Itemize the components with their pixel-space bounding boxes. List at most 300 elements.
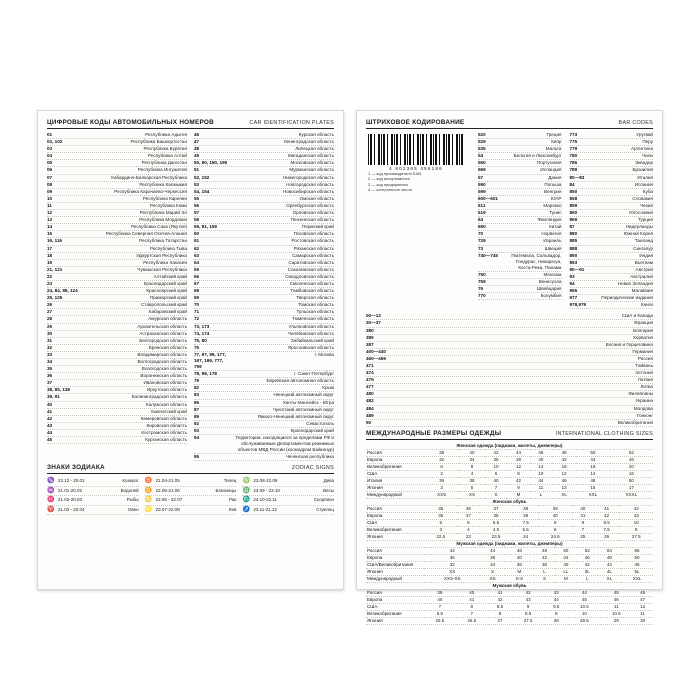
- code-row: [47, 260, 187, 267]
- code-value: Великобритания: [617, 419, 653, 425]
- barcode-legend: [368, 171, 470, 193]
- code-row: [478, 160, 562, 167]
- row-label: Европа: [366, 456, 424, 463]
- size-cell: 24.5: [538, 533, 571, 540]
- code-key: 474: [366, 370, 374, 376]
- code-row: [570, 260, 654, 267]
- size-cell: 36: [505, 561, 534, 568]
- size-cell: 52: [610, 449, 653, 456]
- code-row: [47, 196, 187, 203]
- code-value: США и Канада: [621, 313, 653, 319]
- size-cell: 46: [505, 547, 534, 554]
- row-label: Европа: [366, 512, 424, 519]
- code-row: [478, 293, 562, 300]
- code-key: 17: [47, 245, 53, 251]
- code-value: Марокко: [543, 202, 562, 208]
- code-row: [366, 413, 653, 420]
- code-key: 37: [47, 380, 53, 386]
- car-codes-header: [47, 119, 334, 129]
- clothing-size-table: [366, 583, 653, 625]
- code-value: Мальта: [545, 146, 562, 152]
- zodiac-name: Козерог: [122, 478, 139, 484]
- size-cell: 10: [619, 519, 653, 526]
- code-row: [194, 153, 334, 160]
- table-row: [366, 519, 653, 526]
- size-cell: 23.5: [479, 533, 512, 540]
- row-label: Великобритания: [366, 610, 424, 617]
- size-cell: 9: [507, 484, 529, 491]
- size-cell: XXS: [424, 491, 459, 498]
- code-key: 611: [478, 202, 486, 208]
- code-key: 569: [478, 167, 486, 173]
- code-row: [570, 231, 654, 238]
- code-key: 48: [194, 146, 200, 152]
- code-key: 78, 98, 178: [194, 371, 217, 377]
- code-row: [194, 324, 334, 331]
- code-key: 13: [47, 217, 53, 223]
- code-key: 786: [569, 160, 578, 166]
- zodiac-dates: 21.03 - 20.04: [58, 506, 85, 512]
- code-key: 43: [47, 422, 53, 428]
- size-cell: 34: [459, 456, 485, 463]
- code-row: [478, 286, 562, 293]
- code-row: [194, 407, 334, 414]
- size-cell: 38: [513, 505, 539, 512]
- code-row: [366, 391, 653, 398]
- code-value: Крым: [322, 385, 334, 391]
- size-cell: 41: [488, 589, 512, 596]
- size-cell: 10.5: [600, 610, 632, 617]
- code-row: [194, 224, 334, 231]
- code-key: 73, 173: [194, 323, 210, 329]
- code-row: [47, 324, 187, 331]
- code-key: 00—13: [366, 313, 381, 319]
- size-cell: 4: [457, 526, 479, 533]
- code-value: Республика Карачаево-Черкессия: [114, 188, 187, 194]
- size-cell: 9: [572, 519, 594, 526]
- zodiac-column-3: [242, 477, 334, 515]
- size-cell: M: [555, 575, 576, 582]
- size-cell: 10.5: [568, 603, 600, 610]
- code-key: 21, 121: [47, 266, 63, 272]
- barcodes-title-en: BAR CODES: [618, 120, 653, 126]
- size-cell: L: [534, 568, 555, 575]
- size-cell: 46: [621, 561, 653, 568]
- size-cell: XXL: [576, 491, 610, 498]
- code-key: 779: [569, 146, 578, 152]
- row-label: Европа: [366, 554, 424, 561]
- code-value: Венгрия: [544, 188, 562, 194]
- size-cell: 44: [544, 596, 568, 603]
- barcode-sample: [366, 132, 470, 309]
- size-cell: 42: [552, 456, 576, 463]
- code-value: Молдова: [633, 405, 653, 411]
- code-key: 29: [47, 323, 53, 329]
- code-value: Сахалинская область: [287, 266, 334, 272]
- code-value: Ямало-Ненецкий автономный округ: [257, 413, 334, 419]
- size-cell: 5: [424, 519, 457, 526]
- code-key: 70: [194, 302, 200, 308]
- code-row: [570, 189, 654, 196]
- code-row: [478, 139, 562, 146]
- code-value: Индия: [639, 252, 653, 258]
- code-value: Республика Марий Эл: [139, 210, 187, 216]
- code-key: 74, 174: [194, 330, 210, 336]
- size-cell: S-S: [505, 575, 534, 582]
- table-row: [366, 526, 653, 533]
- code-value: Тамбовская область: [290, 288, 334, 294]
- code-key: 39, 91: [47, 394, 60, 400]
- code-key: 45: [47, 437, 53, 443]
- code-key: 38, 85, 138: [47, 387, 70, 393]
- size-cell: 11: [632, 610, 653, 617]
- code-row: [194, 238, 334, 245]
- code-row: [570, 153, 654, 160]
- code-row: [194, 267, 334, 274]
- code-value: Оренбургская область: [286, 202, 334, 208]
- code-key: 19: [47, 259, 53, 265]
- size-cell: 45: [568, 596, 600, 603]
- size-cell: 43: [619, 512, 653, 519]
- code-row: [47, 437, 187, 444]
- zodiac-dates: 21.02-20.03: [58, 497, 83, 503]
- table-row: [366, 470, 653, 477]
- code-row: [478, 167, 562, 174]
- zodiac-symbol-icon: ♉: [144, 478, 153, 485]
- code-row: [47, 380, 187, 387]
- code-row: [194, 146, 334, 153]
- table-row: [366, 575, 653, 582]
- code-value: Пензенская область: [290, 217, 334, 223]
- code-row: [47, 160, 187, 167]
- size-cell: 8: [459, 463, 485, 470]
- code-key: 480: [366, 391, 374, 397]
- code-row: [194, 435, 334, 454]
- code-row: [570, 167, 654, 174]
- zodiac-row: [47, 487, 139, 496]
- code-row: [194, 260, 334, 267]
- code-key: 750: [478, 271, 486, 277]
- table-row: [366, 463, 653, 470]
- code-value: Вологодская область: [141, 366, 187, 372]
- code-key: 560: [478, 160, 486, 166]
- code-value: Республика Дагестан: [141, 160, 187, 166]
- size-cell: 3L: [577, 568, 598, 575]
- code-key: 385: [366, 334, 374, 340]
- zodiac-row: [242, 477, 334, 486]
- size-cell: 25.5: [424, 617, 456, 624]
- zodiac-name: Рак: [229, 497, 237, 503]
- size-cell: 7.5: [594, 526, 620, 533]
- code-key: 888: [569, 245, 578, 251]
- code-key: 93: [569, 273, 575, 279]
- code-key: 94: [569, 280, 575, 286]
- row-label: Япония: [366, 484, 424, 491]
- code-row: [478, 210, 562, 217]
- zodiac-name: Лев: [228, 506, 237, 512]
- size-cell: 34: [480, 561, 504, 568]
- zodiac-symbol-icon: ♎: [242, 487, 251, 494]
- size-cell: 7: [485, 484, 507, 491]
- code-row: [570, 217, 654, 224]
- code-row: [478, 146, 562, 153]
- size-cell: 4.5: [479, 526, 512, 533]
- code-row: [194, 288, 334, 295]
- zodiac-symbol-icon: ♓: [47, 497, 55, 504]
- code-key: 87: [569, 224, 575, 230]
- size-cell: 42: [619, 505, 653, 512]
- size-cell: 14: [576, 470, 610, 477]
- zodiac-row: [47, 477, 139, 486]
- barcode-column-1: [366, 313, 653, 427]
- code-value: Чувашская Республика: [137, 266, 187, 272]
- size-cell: 11: [530, 484, 552, 491]
- code-key: 482: [366, 398, 374, 404]
- code-row: [47, 430, 187, 437]
- size-cell: 48: [534, 547, 555, 554]
- zodiac-dates: 22.12 - 20.01: [58, 478, 85, 484]
- code-value: Ханты-Мансийск - Югра: [282, 399, 334, 405]
- size-cell: 9: [512, 603, 544, 610]
- code-row: [194, 246, 334, 253]
- zodiac-symbol-icon: ♈: [47, 506, 55, 513]
- code-value: Ивановская область: [143, 380, 187, 386]
- size-cell: 39: [513, 512, 539, 519]
- code-key: 529: [478, 139, 486, 145]
- code-row: [47, 139, 187, 146]
- size-cell: 36: [485, 456, 507, 463]
- legend-line: 3 — код предприятия: [368, 181, 408, 187]
- code-value: Омская область: [299, 195, 334, 201]
- size-cell: 46: [552, 477, 576, 484]
- size-cell: 32: [424, 456, 459, 463]
- code-value: Хорватия: [632, 334, 653, 340]
- zodiac-row: [145, 487, 237, 496]
- code-value: Республика Алтай: [147, 153, 187, 159]
- code-key: 11: [47, 202, 52, 208]
- code-value: Курская область: [298, 132, 334, 137]
- zodiac-symbol-icon: ♋: [144, 497, 153, 504]
- code-key: 36: [47, 373, 53, 379]
- row-label: Великобритания: [366, 526, 424, 533]
- code-key: 86: [194, 399, 200, 405]
- code-row: [47, 352, 187, 359]
- code-value: Камчатский край: [151, 408, 187, 414]
- size-cell: 46: [530, 449, 552, 456]
- code-value: Чукотский автономный округ: [272, 406, 334, 412]
- code-row: [570, 203, 654, 210]
- zodiac-title-en: ZODIAC SIGNS: [291, 465, 334, 472]
- code-value: Тунис: [549, 210, 562, 216]
- code-row: [47, 132, 187, 139]
- code-key: 600—601: [478, 195, 498, 201]
- barcodes-title-ru: ШТРИХОВОЕ КОДИРОВАНИЕ: [366, 119, 465, 126]
- code-value: Красноярский край: [146, 288, 187, 294]
- size-cell: 40: [572, 505, 594, 512]
- zodiac-title-ru: ЗНАКИ ЗОДИАКА: [47, 464, 105, 472]
- size-cell: XXL: [621, 575, 653, 582]
- code-key: 84: [569, 181, 575, 187]
- code-key: 65: [194, 266, 200, 272]
- zodiac-dates: 23.09 - 23.10: [253, 487, 280, 493]
- size-cell: 15: [576, 484, 610, 491]
- size-cell: 20: [610, 463, 653, 470]
- code-key: 75, 80: [194, 337, 207, 343]
- size-cell: 12: [632, 603, 653, 610]
- code-key: 484: [366, 405, 374, 411]
- code-row: [47, 167, 187, 174]
- code-value: Самарская область: [292, 252, 334, 258]
- code-row: [570, 224, 654, 231]
- code-key: 34: [47, 359, 53, 364]
- size-cell: 42: [424, 547, 480, 554]
- code-row: [47, 189, 187, 196]
- code-row: [47, 345, 187, 352]
- code-key: 80—83: [569, 174, 585, 180]
- size-cell: L: [577, 575, 598, 582]
- code-key: 69: [194, 295, 200, 301]
- zodiac-columns: [47, 477, 334, 515]
- code-value: Чехия: [640, 202, 653, 208]
- code-row: [194, 352, 334, 371]
- size-cell: 36: [424, 554, 480, 561]
- code-row: [570, 267, 654, 274]
- table-row: [366, 561, 653, 568]
- size-cell: 44: [480, 547, 504, 554]
- size-cell: 32: [424, 561, 480, 568]
- zodiac-symbol-icon: ♊: [144, 487, 153, 494]
- code-value: Республика Татарстан: [139, 238, 187, 244]
- table-row: [366, 449, 653, 456]
- size-cell: 29: [600, 617, 632, 624]
- size-cell: 40: [485, 477, 507, 484]
- code-row: [194, 253, 334, 260]
- code-value: Нидерланды: [625, 224, 653, 230]
- right-page: [356, 110, 663, 623]
- row-label: США: [366, 519, 424, 526]
- code-key: 780: [569, 153, 578, 159]
- code-value: Германия: [632, 348, 653, 354]
- code-key: 92: [194, 420, 200, 426]
- code-value: Кабардино-Балкарская Республика: [111, 174, 187, 180]
- size-cell: LL: [555, 568, 576, 575]
- code-row: [366, 406, 653, 413]
- zodiac-column-2: [145, 477, 237, 515]
- code-key: 23: [47, 280, 53, 286]
- size-cell: XXXL: [610, 491, 653, 498]
- size-cell: 43: [544, 589, 568, 596]
- code-row: [570, 295, 654, 302]
- code-value: Тверская область: [296, 295, 334, 301]
- code-row: [47, 231, 187, 238]
- code-value: Чили: [642, 153, 653, 159]
- size-cell: 14: [530, 463, 552, 470]
- code-row: [47, 224, 187, 231]
- size-cell: 46: [577, 554, 598, 561]
- size-cell: 4L: [598, 568, 621, 575]
- table-row: [366, 589, 653, 596]
- code-row: [366, 356, 653, 363]
- code-key: 63: [194, 252, 200, 258]
- clothing-size-table: [366, 499, 653, 541]
- code-row: [570, 210, 654, 217]
- code-value: Калужская область: [145, 401, 187, 407]
- code-key: 770: [478, 293, 486, 299]
- code-row: [194, 331, 334, 338]
- code-key: 06: [47, 167, 53, 173]
- code-key: 460—469: [366, 355, 386, 361]
- size-cell: 6: [538, 526, 571, 533]
- code-key: 30—37: [366, 320, 381, 326]
- code-row: [570, 160, 654, 167]
- code-row: [366, 370, 653, 377]
- code-value: Турция: [637, 217, 653, 223]
- size-cell: 43: [512, 596, 544, 603]
- code-key: 24, 84, 88, 124: [47, 288, 78, 294]
- code-value: Югославия: [629, 210, 653, 216]
- code-value: Дания: [548, 174, 562, 180]
- car-codes-title-en: CAR IDENTIFICATION PLATES: [249, 120, 334, 126]
- code-row: [478, 153, 562, 160]
- size-cell: 48: [552, 449, 576, 456]
- code-row: [47, 274, 187, 281]
- code-row: [478, 246, 562, 253]
- size-cell: 46: [632, 589, 653, 596]
- code-row: [570, 274, 654, 281]
- code-row: [194, 160, 334, 167]
- size-cell: 52: [577, 547, 598, 554]
- code-value: Ульяновская область: [288, 323, 334, 329]
- code-key: 25, 125: [47, 295, 63, 301]
- code-row: [570, 288, 654, 295]
- code-row: [194, 281, 334, 288]
- code-value: Чеченская республика: [285, 454, 334, 460]
- table-row: [366, 505, 653, 512]
- code-row: [570, 175, 654, 182]
- code-key: 02, 102: [47, 139, 63, 145]
- code-value: Украина: [635, 398, 653, 404]
- row-label: Международный: [366, 491, 424, 498]
- code-key: 789: [569, 167, 578, 173]
- code-key: 31: [47, 337, 53, 343]
- code-row: [570, 253, 654, 260]
- size-cell: 30: [632, 617, 653, 624]
- zodiac-column-1: [47, 477, 139, 515]
- zodiac-symbol-icon: ♑: [47, 478, 55, 485]
- code-value: Хабаровский край: [148, 309, 187, 315]
- code-key: 471: [366, 363, 374, 368]
- code-key: 858: [569, 195, 578, 201]
- code-row: [47, 373, 187, 380]
- size-cell: 37: [457, 512, 479, 519]
- size-cell: 42: [534, 554, 555, 561]
- size-cell: 10: [485, 463, 507, 470]
- code-row: [194, 338, 334, 345]
- code-key: 76: [478, 286, 484, 292]
- code-row: [194, 231, 334, 238]
- code-row: [478, 231, 562, 238]
- size-cell: 40: [424, 596, 456, 603]
- zodiac-row: [242, 496, 334, 505]
- size-cell: 41: [594, 505, 620, 512]
- code-key: 03: [47, 146, 53, 152]
- code-value: Таиланд: [634, 238, 653, 244]
- code-row: [47, 416, 187, 423]
- code-key: 79: [194, 378, 200, 384]
- code-value: Исландия: [540, 167, 562, 173]
- code-value: Гватемала, Сальвадор, Гондурас, Никарагуа, Коста-Рика, Панама: [511, 252, 562, 270]
- code-key: 27: [47, 309, 53, 315]
